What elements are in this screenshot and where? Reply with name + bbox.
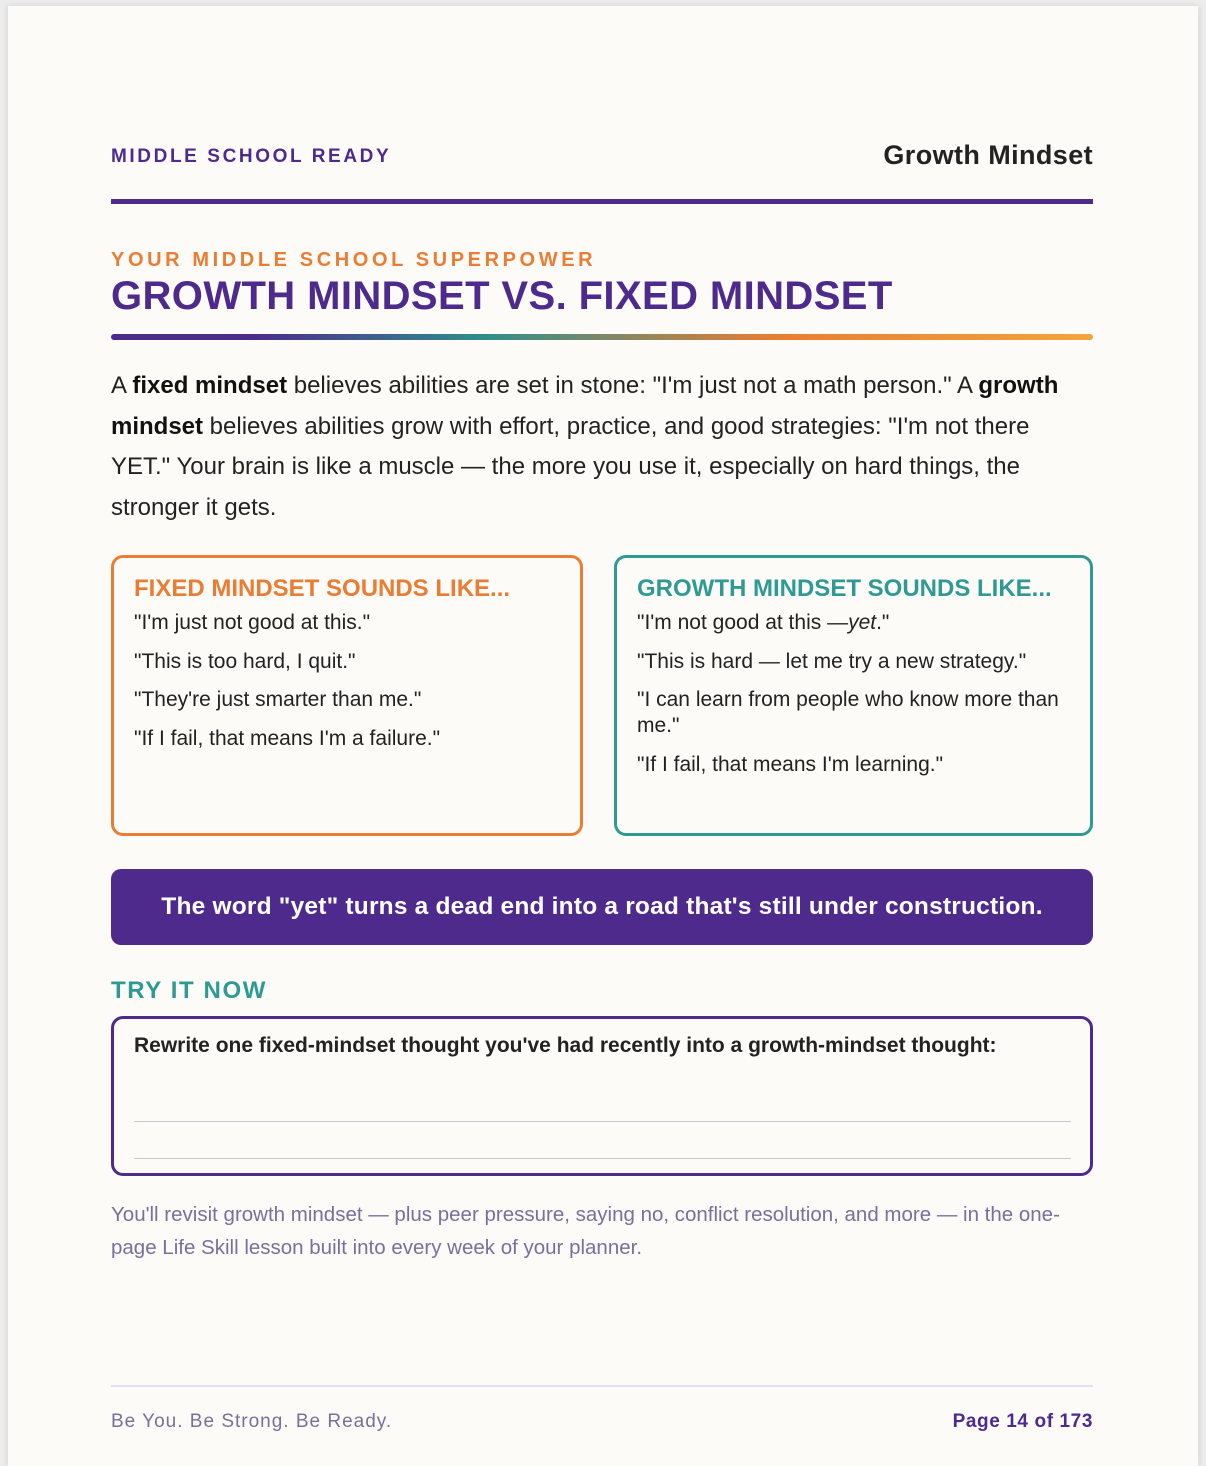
header-divider	[111, 199, 1093, 204]
intro-text-1: A	[111, 372, 133, 399]
fixed-mindset-box	[111, 555, 583, 836]
growth-quote-1-emphasis: yet	[848, 611, 877, 634]
growth-box-title: GROWTH MINDSET SOUNDS LIKE...	[637, 575, 1052, 602]
intro-text-2: believes abilities are set in stone: "I'm just not a math person." A	[287, 372, 979, 399]
fixed-quote: "If I fail, that means I'm a failure."	[134, 726, 441, 750]
try-it-prompt: Rewrite one fixed-mindset thought you've had recently into a growth-mindset thought:	[134, 1034, 997, 1057]
page-title: GROWTH MINDSET VS. FIXED MINDSET	[111, 274, 893, 318]
footnote: You'll revisit growth mindset — plus peer pressure, saying no, conflict resolution, and more — in the one-page Life Skill lesson built into every week of your planner.	[111, 1203, 1060, 1259]
growth-quote-1-pre: "I'm not good at this —	[637, 611, 849, 634]
growth-mindset-box	[614, 555, 1093, 836]
yet-banner	[111, 869, 1093, 945]
intro-paragraph	[111, 366, 1093, 528]
header-title: Growth Mindset	[883, 140, 1093, 170]
growth-quote: "If I fail, that means I'm learning."	[637, 752, 944, 776]
footer-divider	[111, 1385, 1093, 1387]
try-it-box	[111, 1016, 1093, 1176]
writing-line[interactable]	[134, 1121, 1071, 1122]
try-it-heading: TRY IT NOW	[111, 977, 267, 1004]
growth-quote: "I can learn from people who know more than me."	[637, 688, 1059, 737]
document-page	[8, 6, 1198, 1466]
footer-tagline: Be You. Be Strong. Be Ready.	[111, 1411, 393, 1432]
intro-bold-growth: growth mindset	[111, 372, 1059, 440]
fixed-quote: "This is too hard, I quit."	[134, 649, 356, 673]
intro-bold-fixed: fixed mindset	[132, 372, 288, 399]
section-eyebrow: YOUR MIDDLE SCHOOL SUPERPOWER	[111, 249, 597, 271]
page-number: Page 14 of 173	[952, 1411, 1093, 1432]
growth-quote: "This is hard — let me try a new strategy."	[637, 649, 1027, 673]
growth-quote-1-post: ."	[876, 611, 890, 634]
intro-text-3: believes abilities grow with effort, practice, and good strategies: "I'm not there YET." Your brain is like a muscle — the more you use it, especially on hard things, the stronger it gets.	[111, 412, 1030, 521]
growth-quote	[637, 610, 1070, 636]
fixed-quote: "I'm just not good at this."	[134, 611, 371, 634]
brand-label: MIDDLE SCHOOL READY	[111, 146, 392, 167]
writing-line[interactable]	[134, 1158, 1071, 1159]
fixed-box-title: FIXED MINDSET SOUNDS LIKE...	[134, 575, 511, 602]
gradient-divider	[111, 334, 1093, 340]
page-header	[111, 140, 1093, 174]
fixed-quote: "They're just smarter than me."	[134, 688, 422, 711]
banner-text: The word "yet" turns a dead end into a road that's still under construction.	[161, 893, 1043, 920]
